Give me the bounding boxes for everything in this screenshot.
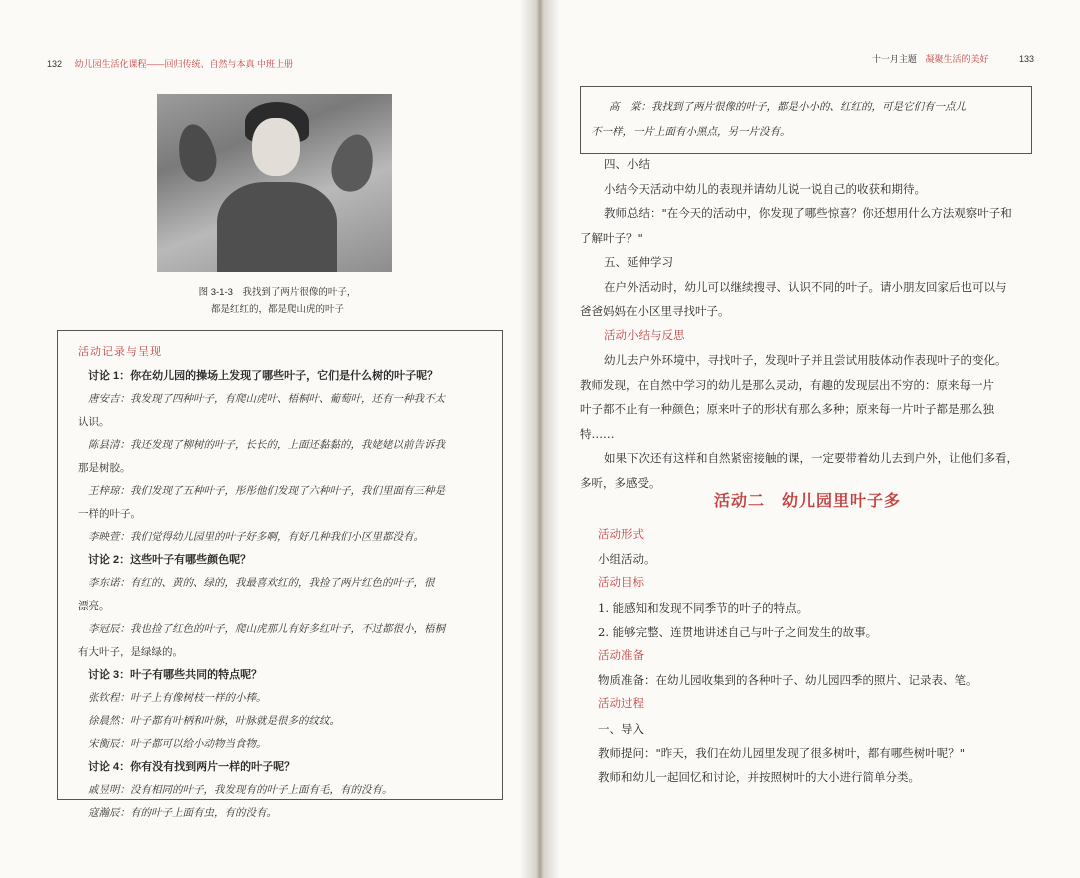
quote-line: 不一样，一片上面有小黑点，另一片没有。 [591,126,791,138]
left-running-head [47,57,293,70]
discussion-question: 讨论 3：叶子有哪些共同的特点呢？ [88,669,263,681]
child-answer-line: 那是树胶。 [78,462,131,474]
book-gutter [520,0,560,878]
quote-box [580,86,1032,154]
child-answer-line: 唐安吉：我发现了四种叶子，有爬山虎叶、梧桐叶、葡萄叶，还有一种我不太 [88,393,445,405]
coat-shape [217,182,337,272]
figure-caption [160,284,395,318]
child-answer-line: 寇瀚辰：有的叶子上面有虫，有的没有。 [88,807,277,819]
body-line: 教师总结："在今天的活动中，你发现了哪些惊喜？你还想用什么方法观察叶子和 [604,206,1012,220]
body-line: 物质准备：在幼儿园收集到的各种叶子、幼儿园四季的照片、记录表、笔。 [598,673,978,688]
body-line: 了解叶子？" [580,230,643,245]
section-heading: 活动准备 [598,650,644,663]
activity-record-box [57,330,503,819]
child-answer-line: 宋衡辰：叶子都可以给小动物当食物。 [88,738,267,750]
quote-line: 高 棠：我找到了两片很像的叶子，都是小小的、红红的，可是它们有一点儿 [609,101,966,113]
body-line: 教师提问："昨天，我们在幼儿园里发现了很多树叶，都有哪些树叶呢？" [598,745,966,760]
discussion-question: 讨论 2：这些叶子有哪些颜色呢？ [88,554,252,566]
section-heading: 活动小结与反思 [604,329,685,342]
child-answer-line: 陈县清：我还发现了柳树的叶子，长长的，上面还黏黏的，我姥姥以前告诉我 [88,439,445,451]
body-line: 小组活动。 [598,552,656,567]
section-heading: 活动目标 [598,577,644,590]
record-lines [78,365,488,825]
body-line: 小结今天活动中幼儿的表现并请幼儿说一说自己的收获和期待。 [604,181,926,196]
left-page-number: 132 [47,59,63,69]
child-answer-line: 徐晨然：叶子都有叶柄和叶脉，叶脉就是很多的纹纹。 [88,715,340,727]
activity-title: 活动二 幼儿园里叶子多 [713,491,901,510]
body-line: 叶子都不止有一种颜色；原来叶子的形状有那么多种；原来每一片叶子都是那么独 [580,402,994,416]
leaf-shape [173,121,220,185]
body-line: 如果下次还有这样和自然紧密接触的课，一定要带着幼儿去到户外，让他们多看， [604,451,1018,465]
left-running-title: 幼儿园生活化课程——回归传统、自然与本真 中班上册 [74,59,294,69]
body-line: 2. 能够完整、连贯地讲述自己与叶子之间发生的故事。 [598,624,878,639]
section-heading: 活动形式 [598,529,644,541]
child-answer-line: 王梓琼：我们发现了五种叶子，彤彤他们发现了六种叶子，我们里面有三种是 [88,485,445,497]
body-line: 教师和幼儿一起回忆和讨论，并按照树叶的大小进行简单分类。 [598,770,920,785]
body-line: 五、延伸学习 [604,255,673,269]
body-line: 幼儿去户外环境中，寻找叶子，发现叶子并且尝试用肢体动作表现叶子的变化。 [604,353,1007,367]
child-answer-line: 戚昱明：没有相同的叶子，我发现有的叶子上面有毛，有的没有。 [88,784,393,796]
child-answer-line: 认识。 [78,416,110,428]
body-line: 在户外活动时，幼儿可以继续搜寻、认识不同的叶子。请小朋友回家后也可以与 [604,279,1007,294]
body-line: 特…… [580,426,615,441]
summary-section [580,152,1035,495]
body-line: 多听，多感受。 [580,475,661,490]
section-heading: 活动过程 [598,698,644,711]
child-answer-line: 一样的叶子。 [78,508,141,520]
child-answer-line: 李冠辰：我也捡了红色的叶子，爬山虎那儿有好多红叶子，不过都很小，梧桐 [88,623,445,635]
right-page-number: 133 [1018,54,1034,64]
body-line: 四、小结 [604,157,650,171]
caption-line: 图 3-1-3 我找到了两片很像的叶子， [198,287,357,298]
right-running-prefix: 十一月主题 [871,54,917,64]
child-with-leaves-photo [157,94,392,272]
child-answer-line: 李映萱：我们觉得幼儿园里的叶子好多啊，有好几种我们小区里都没有。 [88,531,424,543]
child-answer-line: 漂亮。 [78,600,110,612]
caption-line: 都是红红的，都是爬山虎的叶子 [210,304,344,315]
discussion-question: 讨论 4：你有没有找到两片一样的叶子呢？ [88,761,296,773]
record-box-title: 活动记录与呈现 [78,345,162,358]
leaf-shape [327,130,380,196]
body-line: 教师发现，在自然中学习的幼儿是那么灵动，有趣的发现层出不穷的：原来每一片 [580,377,994,392]
right-running-title: 凝聚生活的美好 [925,54,989,64]
child-answer-line: 张钦程：叶子上有像树枝一样的小棒。 [88,692,267,704]
body-line: 一、导入 [598,721,644,736]
child-answer-line: 有大叶子，是绿绿的。 [78,646,183,658]
activity-two-section [598,523,1036,789]
body-line: 1. 能感知和发现不同季节的叶子的特点。 [598,600,809,615]
body-line: 爸爸妈妈在小区里寻找叶子。 [580,304,730,318]
face-shape [252,118,300,176]
discussion-question: 讨论 1：你在幼儿园的操场上发现了哪些叶子，它们是什么树的叶子呢？ [88,370,439,382]
child-answer-line: 李东诺：有红的、黄的、绿的，我最喜欢红的，我捡了两片红色的叶子，很 [88,577,435,589]
right-running-head [872,52,1034,65]
